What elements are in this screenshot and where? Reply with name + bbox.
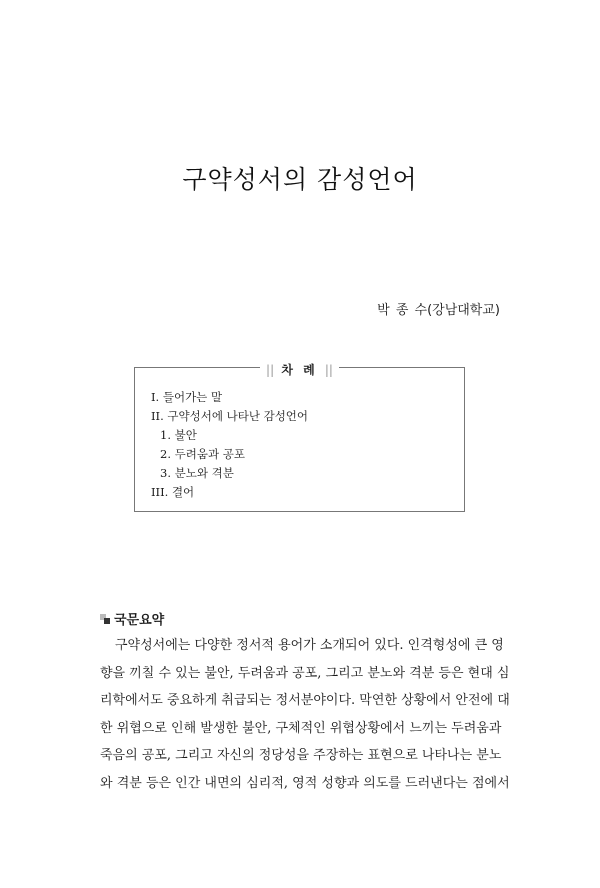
toc-list: [151, 388, 308, 502]
abstract-body: [100, 632, 510, 797]
section-square-icon: [100, 614, 109, 623]
toc-item: I. 들어가는 말: [151, 390, 223, 404]
toc-heading-label: 차 례: [281, 363, 318, 377]
toc-heading-bar-left: ||: [266, 363, 275, 377]
abstract-line: 죽음의 공포, 그리고 자신의 정당성을 주장하는 표현으로 나타나는 분노: [100, 748, 502, 763]
abstract-line: 리학에서도 중요하게 취급되는 정서분야이다. 막연한 상황에서 안전에 대: [100, 693, 510, 708]
toc-subitem: 3. 분노와 격분: [160, 466, 234, 480]
author-affiliation: 박 종 수(강남대학교): [377, 303, 500, 318]
abstract-line: 와 격분 등은 인간 내면의 심리적, 영적 성향과 의도를 드러낸다는 점에서: [100, 775, 510, 791]
toc-item: II. 구약성서에 나타난 감성언어: [151, 409, 309, 423]
toc-subitem: 1. 불안: [160, 428, 197, 442]
abstract-heading-label: 국문요약: [114, 613, 165, 628]
toc-item: III. 결어: [151, 485, 195, 499]
table-of-contents: [134, 363, 465, 512]
toc-heading: [135, 359, 464, 378]
abstract-line: 한 위협으로 인해 발생한 불안, 구체적인 위협상황에서 느끼는 두려움과: [100, 720, 502, 736]
paper-title: 구약성서의 감성언어: [182, 165, 418, 194]
toc-heading-bar-right: ||: [324, 363, 333, 377]
toc-subitem: 2. 두려움과 공포: [160, 447, 245, 461]
abstract-heading: [100, 609, 164, 628]
abstract-line: 구약성서에는 다양한 정서적 용어가 소개되어 있다. 인격형성에 큰 영: [115, 638, 504, 653]
abstract-line: 향을 끼칠 수 있는 불안, 두려움과 공포, 그리고 분노와 격분 등은 현대 심: [100, 665, 510, 681]
